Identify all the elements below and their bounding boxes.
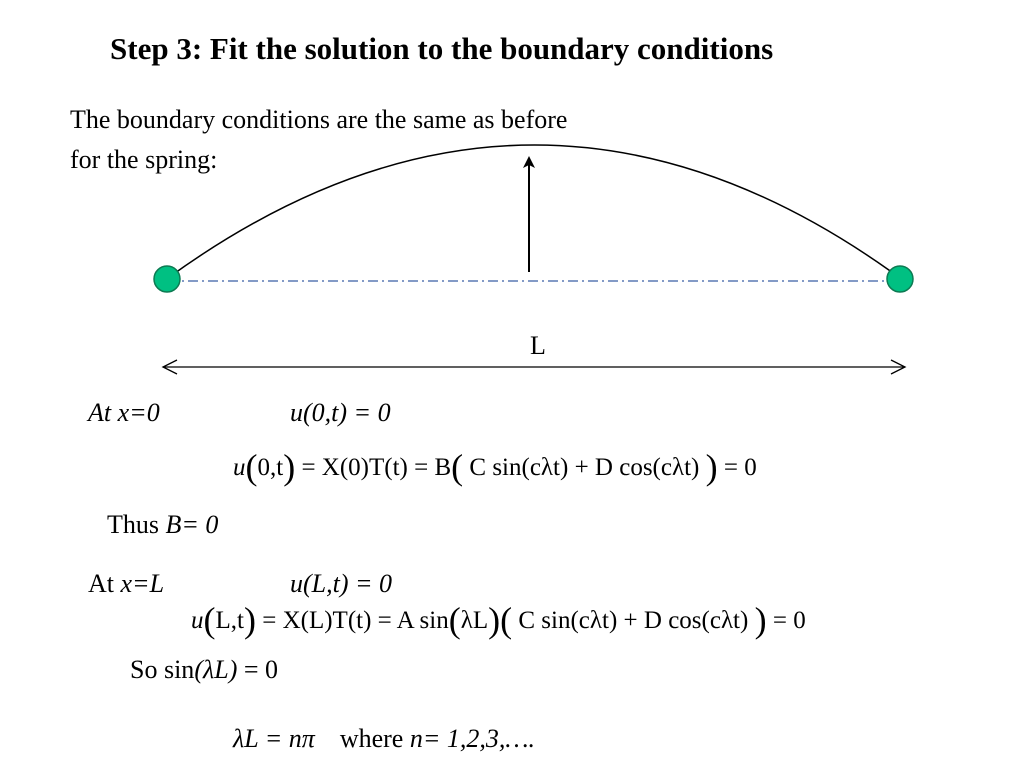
- bc1-thus-val: = 0: [181, 510, 219, 539]
- bc2-so-end: = 0: [237, 655, 279, 684]
- left-node: [154, 266, 180, 292]
- result-where-word: where: [339, 724, 410, 753]
- bc1-label: [88, 400, 160, 426]
- length-label: L: [530, 331, 546, 360]
- bc2-condition: u(L,t) = 0: [290, 569, 393, 598]
- bc1-at-var: x=0: [117, 398, 160, 427]
- string-curve: [168, 145, 900, 278]
- intro-line-2: for the spring:: [70, 145, 218, 174]
- bc2-at-word: At: [88, 569, 121, 598]
- bc1-thus: [107, 512, 218, 538]
- bc1-eq-lhs: u: [233, 454, 246, 481]
- bc2-eq-rhs: = X(L)T(t) = A sin: [255, 607, 449, 634]
- result-line: [233, 726, 535, 752]
- bc2-equation: u(L,t) = X(L)T(t) = A sin(λL)( C sin(cλt) + D cos(cλt) ) = 0: [191, 600, 806, 640]
- right-node: [887, 266, 913, 292]
- result-expr: λL = nπ: [233, 724, 315, 753]
- bc2-eq-arg2: λL: [460, 607, 489, 634]
- bc1-at-word: At: [88, 398, 112, 427]
- bc2-so-word: So sin: [130, 655, 195, 684]
- bc1-equation: u(0,t) = X(0)T(t) = B( C sin(cλt) + D cos(cλt) ) = 0: [233, 447, 757, 487]
- bc2-eq-end: = 0: [766, 607, 806, 634]
- bc1-eq-rhs: = X(0)T(t) = B: [295, 454, 452, 481]
- bc2-at-var: x=L: [120, 569, 165, 598]
- bc2-so-arg: (λL): [194, 655, 238, 684]
- bc1-thus-word: Thus: [107, 510, 166, 539]
- result-n-vals: = 1,2,3,….: [422, 724, 536, 753]
- bc1-condition: u(0,t) = 0: [290, 398, 391, 427]
- bc2-eq-args: L,t: [215, 607, 244, 634]
- bc2-eq-lhs: u: [191, 607, 204, 634]
- bc1-eq-inner: C sin(cλt) + D cos(cλt): [463, 454, 706, 481]
- bc2-so: [130, 657, 278, 683]
- bc2-label: [88, 571, 164, 597]
- bc1-eq-args: 0,t: [257, 454, 284, 481]
- intro-line-1: The boundary conditions are the same as before: [70, 105, 568, 134]
- bc1-eq-end: = 0: [717, 454, 757, 481]
- bc1-thus-var: B: [165, 510, 182, 539]
- bc2-eq-inner: C sin(cλt) + D cos(cλt): [512, 607, 755, 634]
- page-title: Step 3: Fit the solution to the boundary conditions: [110, 31, 774, 66]
- result-n-var: n: [409, 724, 423, 753]
